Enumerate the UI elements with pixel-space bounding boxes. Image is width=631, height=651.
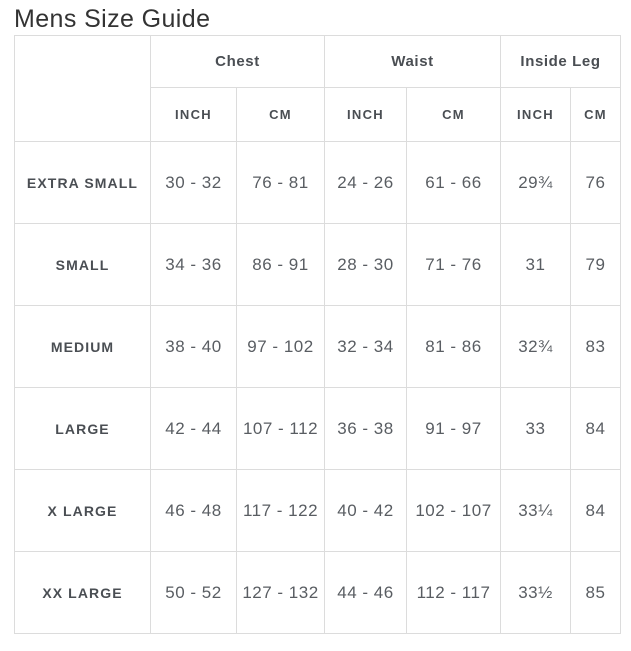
- chest-cm-cell: 97 - 102: [237, 306, 325, 388]
- size-label-cell: MEDIUM: [15, 306, 151, 388]
- waist-inch-cell: 28 - 30: [325, 224, 407, 306]
- chest-inch-cell: 42 - 44: [151, 388, 237, 470]
- leg-cm-cell: 76: [571, 142, 621, 224]
- leg-cm-cell: 85: [571, 552, 621, 634]
- chest-inch-cell: 30 - 32: [151, 142, 237, 224]
- table-row: [15, 470, 621, 552]
- col-group-waist: Waist: [325, 36, 501, 88]
- chest-cm-cell: 117 - 122: [237, 470, 325, 552]
- leg-inch-cell: 29¾: [501, 142, 571, 224]
- table-body: [15, 142, 621, 634]
- size-label-cell: SMALL: [15, 224, 151, 306]
- leg-inch-cell: 32¾: [501, 306, 571, 388]
- waist-inch-cell: 44 - 46: [325, 552, 407, 634]
- chest-cm-cell: 76 - 81: [237, 142, 325, 224]
- leg-inch-header: INCH: [501, 88, 571, 142]
- table-row: [15, 552, 621, 634]
- chest-inch-cell: 38 - 40: [151, 306, 237, 388]
- leg-cm-cell: 79: [571, 224, 621, 306]
- waist-cm-cell: 91 - 97: [407, 388, 501, 470]
- chest-inch-cell: 46 - 48: [151, 470, 237, 552]
- size-label-cell: LARGE: [15, 388, 151, 470]
- table-row: [15, 306, 621, 388]
- chest-cm-header: CM: [237, 88, 325, 142]
- waist-cm-cell: 81 - 86: [407, 306, 501, 388]
- chest-cm-cell: 127 - 132: [237, 552, 325, 634]
- table-header: [15, 36, 621, 142]
- corner-cell: [15, 36, 151, 142]
- table-row: [15, 388, 621, 470]
- chest-cm-cell: 107 - 112: [237, 388, 325, 470]
- waist-cm-cell: 61 - 66: [407, 142, 501, 224]
- page-title: Mens Size Guide: [14, 5, 211, 33]
- waist-inch-cell: 40 - 42: [325, 470, 407, 552]
- chest-cm-cell: 86 - 91: [237, 224, 325, 306]
- waist-cm-cell: 102 - 107: [407, 470, 501, 552]
- waist-inch-header: INCH: [325, 88, 407, 142]
- group-header-row: [15, 36, 621, 88]
- chest-inch-cell: 34 - 36: [151, 224, 237, 306]
- chest-inch-header: INCH: [151, 88, 237, 142]
- size-label-cell: X LARGE: [15, 470, 151, 552]
- size-guide-table: [14, 35, 621, 634]
- size-label-cell: XX LARGE: [15, 552, 151, 634]
- waist-cm-header: CM: [407, 88, 501, 142]
- leg-inch-cell: 33¼: [501, 470, 571, 552]
- waist-inch-cell: 36 - 38: [325, 388, 407, 470]
- col-group-inside-leg: Inside Leg: [501, 36, 621, 88]
- leg-inch-cell: 31: [501, 224, 571, 306]
- table-row: [15, 224, 621, 306]
- chest-inch-cell: 50 - 52: [151, 552, 237, 634]
- waist-inch-cell: 32 - 34: [325, 306, 407, 388]
- leg-inch-cell: 33½: [501, 552, 571, 634]
- leg-cm-cell: 83: [571, 306, 621, 388]
- leg-cm-cell: 84: [571, 388, 621, 470]
- leg-cm-header: CM: [571, 88, 621, 142]
- table-row: [15, 142, 621, 224]
- size-label-cell: EXTRA SMALL: [15, 142, 151, 224]
- waist-cm-cell: 71 - 76: [407, 224, 501, 306]
- leg-cm-cell: 84: [571, 470, 621, 552]
- leg-inch-cell: 33: [501, 388, 571, 470]
- col-group-chest: Chest: [151, 36, 325, 88]
- waist-inch-cell: 24 - 26: [325, 142, 407, 224]
- waist-cm-cell: 112 - 117: [407, 552, 501, 634]
